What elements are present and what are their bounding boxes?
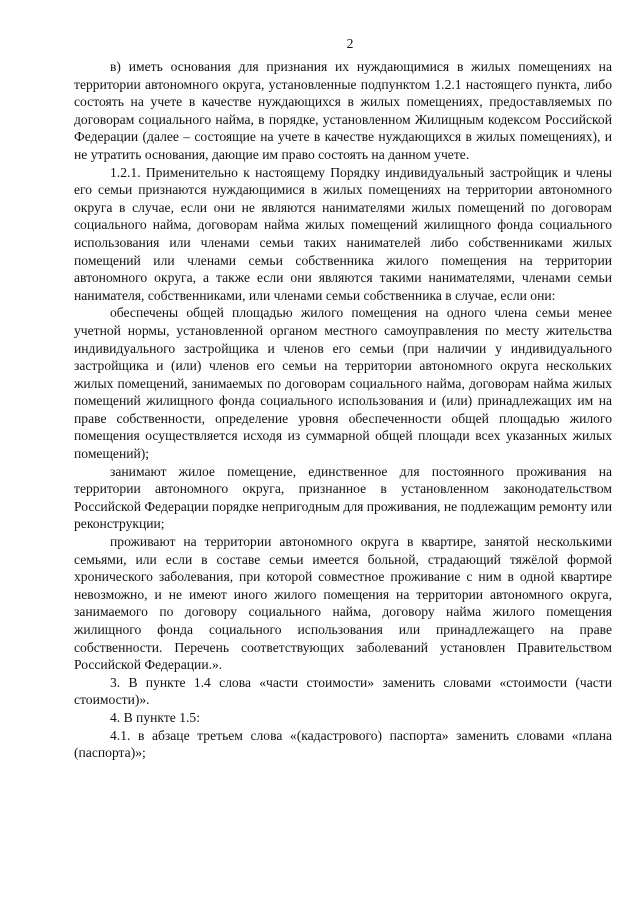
paragraph-unfit-dwelling: занимают жилое помещение, единственное для постоянного проживания на территории автономного округа, признанное в установленном законодательством Российской Федерации порядке непригодным для проживания, не подлежащим ремонту или реконструкции; (74, 463, 612, 532)
paragraph-item-4: 4. В пункте 1.5: (110, 709, 200, 725)
paragraph-area-below-norm: обеспечены общей площадью жилого помещения на одного члена семьи менее учетной нормы, установленной органом местного самоуправления по месту жительства индивидуального застройщика и членов его семьи (при наличии у индивидуального застройщика и (или) членов его семьи на территории автономного округа нескольких жилых помещений, занимаемых по договорам социального найма, договорам найма жилых помещений жилищного фонда социального использования и (или) принадлежащих им на праве собственности, определение уровня обеспеченности общей площадью жилого помещения осуществляется исходя из суммарной общей площади всех указанных жилых помещений); (74, 305, 612, 462)
paragraph-1-2-1: 1.2.1. Применительно к настоящему Порядку индивидуальный застройщик и члены его семьи признаются нуждающимися в жилых помещениях на территории автономного округа в случае, если они не являются нанимателями жилых помещений по договорам социального найма, договорам найма жилых помещений жилищного фонда социального использования или членами семьи таких нанимателей либо собственниками жилых помещений или членами семьи собственника жилого помещения на территории автономного округа, а также если они являются такими нанимателями, членами семьи нанимателя, собственниками, или членами семьи собственника в случае, если они: (74, 164, 612, 303)
paragraph-item-4-1: 4.1. в абзаце третьем слова «(кадастрового) паспорта» заменить словами «плана (паспорта)»; (74, 727, 612, 761)
paragraph-shared-apartment: проживают на территории автономного округа в квартире, занятой несколькими семьями, или если в составе семьи имеется больной, страдающий тяжёлой формой хронического заболевания, при которой совместное проживание с ним в одной квартире невозможно, и не имеют иного жилого помещения на территории автономного округа, занимаемого по договору социального найма, договору найма жилого помещения жилищного фонда социального использования или принадлежащего на праве собственности. Перечень соответствующих заболеваний установлен Правительством Российской Федерации.». (74, 534, 612, 673)
page-number: 2 (346, 36, 354, 51)
paragraph-item-3: 3. В пункте 1.4 слова «части стоимости» заменить словами «стоимости (части стоимости)». (74, 674, 612, 708)
paragraph-criteria-v: в) иметь основания для признания их нуждающимися в жилых помещениях на территории автономного округа, установленные подпунктом 1.2.1 настоящего пункта, либо состоять на учете в качестве нуждающихся в жилых помещениях, предоставляемых по договорам социального найма, в порядке, установленном Жилищным кодексом Российской Федерации (далее – состоящие на учете в качестве нуждающихся в жилых помещениях), и не утратить основания, дающие им право состоять на данном учете. (74, 59, 612, 162)
